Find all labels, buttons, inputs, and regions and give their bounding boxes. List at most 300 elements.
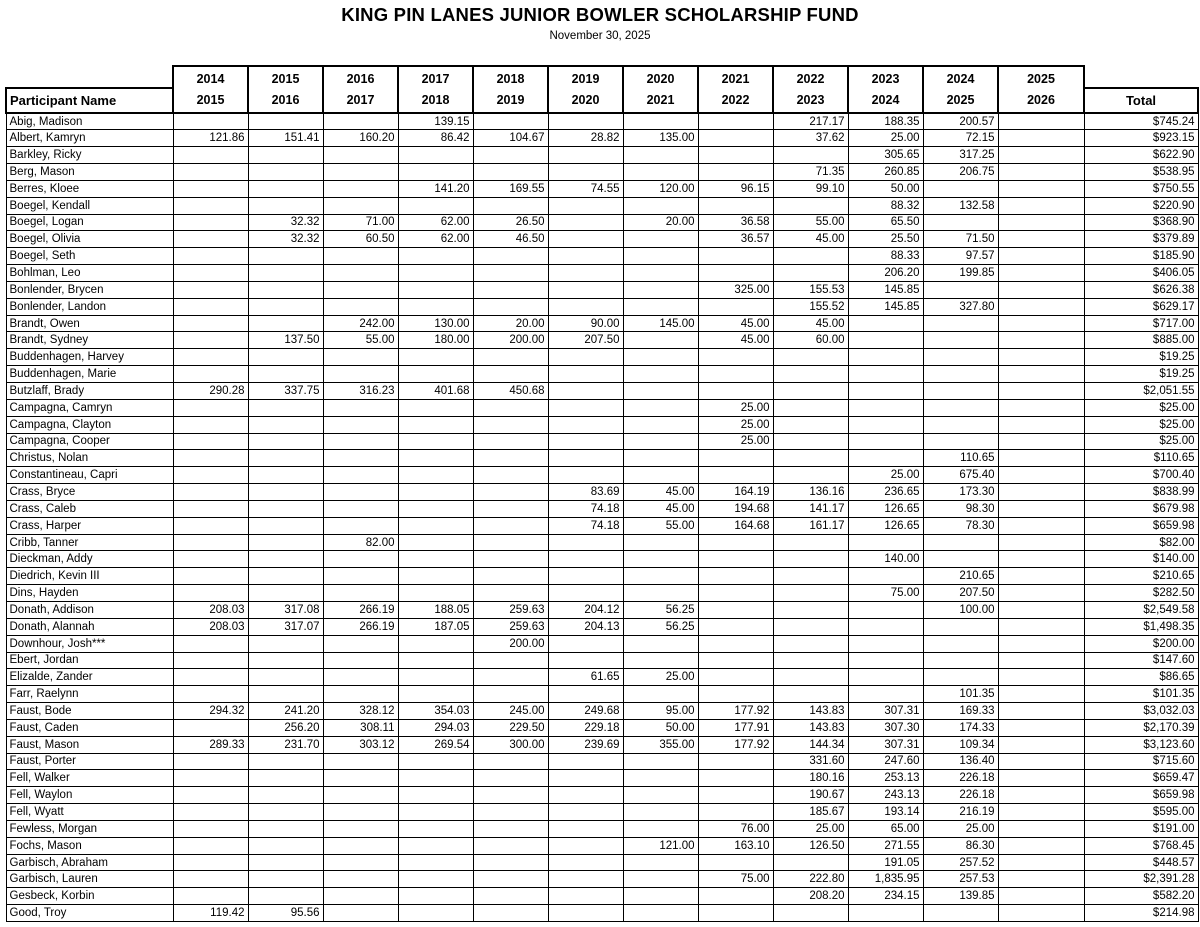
amount-cell	[698, 669, 773, 686]
amount-cell	[173, 770, 248, 787]
amount-cell	[848, 315, 923, 332]
amount-cell	[548, 450, 623, 467]
amount-cell: 126.65	[848, 517, 923, 534]
amount-cell	[623, 467, 698, 484]
amount-cell: 104.67	[473, 130, 548, 147]
total-cell: $448.57	[1084, 854, 1198, 871]
amount-cell	[323, 820, 398, 837]
amount-cell: 325.00	[698, 281, 773, 298]
amount-cell: 256.20	[248, 719, 323, 736]
participant-name-cell: Boegel, Logan	[6, 214, 173, 231]
amount-cell	[473, 770, 548, 787]
amount-cell: 25.00	[923, 820, 998, 837]
amount-cell: 239.69	[548, 736, 623, 753]
amount-cell	[548, 568, 623, 585]
participant-name-cell: Berres, Kloee	[6, 180, 173, 197]
table-row	[6, 130, 1198, 147]
amount-cell: 74.18	[548, 517, 623, 534]
amount-cell	[623, 366, 698, 383]
amount-cell	[323, 484, 398, 501]
year-header-cell	[998, 66, 1084, 113]
table-row	[6, 180, 1198, 197]
amount-cell: 155.53	[773, 281, 848, 298]
table-row	[6, 450, 1198, 467]
amount-cell	[398, 635, 473, 652]
amount-cell	[848, 618, 923, 635]
amount-cell	[248, 871, 323, 888]
table-row	[6, 147, 1198, 164]
amount-cell	[773, 265, 848, 282]
amount-cell	[548, 298, 623, 315]
amount-cell	[698, 164, 773, 181]
amount-cell: 163.10	[698, 837, 773, 854]
amount-cell: 308.11	[323, 719, 398, 736]
year-bottom-label: 2019	[496, 92, 525, 107]
amount-cell	[473, 298, 548, 315]
amount-cell	[623, 265, 698, 282]
amount-cell	[998, 686, 1084, 703]
amount-cell: 317.08	[248, 601, 323, 618]
amount-cell: 180.00	[398, 332, 473, 349]
amount-cell	[548, 871, 623, 888]
amount-cell	[323, 804, 398, 821]
amount-cell	[473, 147, 548, 164]
amount-cell: 71.50	[923, 231, 998, 248]
amount-cell	[173, 669, 248, 686]
table-row	[6, 686, 1198, 703]
amount-cell: 45.00	[698, 315, 773, 332]
amount-cell: 45.00	[698, 332, 773, 349]
amount-cell: 354.03	[398, 703, 473, 720]
total-cell: $838.99	[1084, 484, 1198, 501]
amount-cell	[623, 804, 698, 821]
amount-cell	[398, 298, 473, 315]
amount-cell: 136.16	[773, 484, 848, 501]
amount-cell	[848, 635, 923, 652]
amount-cell	[998, 804, 1084, 821]
total-cell: $200.00	[1084, 635, 1198, 652]
amount-cell: 121.86	[173, 130, 248, 147]
amount-cell	[473, 888, 548, 905]
amount-cell	[473, 248, 548, 265]
amount-cell	[473, 281, 548, 298]
table-row	[6, 214, 1198, 231]
amount-cell: 177.91	[698, 719, 773, 736]
total-cell: $25.00	[1084, 399, 1198, 416]
total-cell: $750.55	[1084, 180, 1198, 197]
year-top-label: 2025	[1027, 71, 1055, 86]
table-row	[6, 484, 1198, 501]
amount-cell	[548, 753, 623, 770]
amount-cell	[698, 349, 773, 366]
amount-cell: 290.28	[173, 383, 248, 400]
amount-cell: 25.50	[848, 231, 923, 248]
amount-cell: 266.19	[323, 601, 398, 618]
amount-cell	[173, 686, 248, 703]
table-row	[6, 298, 1198, 315]
amount-cell	[248, 433, 323, 450]
total-cell: $220.90	[1084, 197, 1198, 214]
amount-cell	[923, 315, 998, 332]
amount-cell	[773, 366, 848, 383]
amount-cell	[248, 113, 323, 130]
amount-cell: 121.00	[623, 837, 698, 854]
amount-cell: 206.75	[923, 164, 998, 181]
total-cell: $538.95	[1084, 164, 1198, 181]
total-cell: $629.17	[1084, 298, 1198, 315]
amount-cell	[998, 130, 1084, 147]
year-header-cell	[698, 66, 773, 113]
year-header-cell	[773, 66, 848, 113]
amount-cell: 76.00	[698, 820, 773, 837]
total-cell: $717.00	[1084, 315, 1198, 332]
amount-cell: 61.65	[548, 669, 623, 686]
amount-cell	[548, 164, 623, 181]
amount-cell: 65.00	[848, 820, 923, 837]
amount-cell	[998, 450, 1084, 467]
amount-cell	[248, 804, 323, 821]
amount-cell: 60.50	[323, 231, 398, 248]
total-cell: $2,391.28	[1084, 871, 1198, 888]
participant-name-cell: Dieckman, Addy	[6, 551, 173, 568]
total-cell: $715.60	[1084, 753, 1198, 770]
amount-cell	[548, 551, 623, 568]
amount-cell: 144.34	[773, 736, 848, 753]
amount-cell	[323, 281, 398, 298]
amount-cell	[323, 669, 398, 686]
amount-cell: 307.31	[848, 736, 923, 753]
amount-cell	[173, 332, 248, 349]
amount-cell: 257.52	[923, 854, 998, 871]
amount-cell	[773, 467, 848, 484]
amount-cell	[998, 383, 1084, 400]
amount-cell: 45.00	[773, 315, 848, 332]
amount-cell	[773, 686, 848, 703]
amount-cell: 25.00	[773, 820, 848, 837]
amount-cell: 190.67	[773, 787, 848, 804]
amount-cell	[623, 787, 698, 804]
amount-cell	[473, 905, 548, 922]
amount-cell	[248, 500, 323, 517]
amount-cell	[248, 669, 323, 686]
amount-cell	[398, 164, 473, 181]
amount-cell	[173, 450, 248, 467]
amount-cell	[623, 635, 698, 652]
amount-cell	[998, 500, 1084, 517]
table-row	[6, 248, 1198, 265]
year-top-label: 2019	[571, 71, 600, 86]
amount-cell: 86.42	[398, 130, 473, 147]
table-row	[6, 905, 1198, 922]
amount-cell: 65.50	[848, 214, 923, 231]
amount-cell: 75.00	[698, 871, 773, 888]
amount-cell: 245.00	[473, 703, 548, 720]
amount-cell: 90.00	[548, 315, 623, 332]
amount-cell	[773, 433, 848, 450]
amount-cell: 187.05	[398, 618, 473, 635]
participant-name-cell: Campagna, Camryn	[6, 399, 173, 416]
amount-cell	[323, 500, 398, 517]
amount-cell	[998, 399, 1084, 416]
year-top-label: 2020	[646, 71, 675, 86]
amount-cell	[998, 332, 1084, 349]
amount-cell	[473, 113, 548, 130]
amount-cell	[398, 197, 473, 214]
amount-cell	[773, 635, 848, 652]
amount-cell	[173, 298, 248, 315]
amount-cell	[173, 820, 248, 837]
amount-cell: 32.32	[248, 214, 323, 231]
total-cell: $3,123.60	[1084, 736, 1198, 753]
total-cell: $3,032.03	[1084, 703, 1198, 720]
table-row	[6, 517, 1198, 534]
year-top-label: 2023	[871, 71, 900, 86]
amount-cell	[623, 551, 698, 568]
amount-cell	[623, 433, 698, 450]
participant-name-cell: Crass, Harper	[6, 517, 173, 534]
participant-name-cell: Boegel, Olivia	[6, 231, 173, 248]
participant-name-cell: Crass, Bryce	[6, 484, 173, 501]
amount-cell	[623, 753, 698, 770]
amount-cell: 75.00	[848, 585, 923, 602]
amount-cell	[248, 197, 323, 214]
table-row	[6, 820, 1198, 837]
table-row	[6, 197, 1198, 214]
amount-cell: 226.18	[923, 787, 998, 804]
amount-cell	[548, 214, 623, 231]
amount-cell: 62.00	[398, 214, 473, 231]
amount-cell: 74.18	[548, 500, 623, 517]
table-row	[6, 383, 1198, 400]
year-header-cell	[923, 66, 998, 113]
amount-cell	[548, 197, 623, 214]
amount-cell	[848, 332, 923, 349]
amount-cell	[473, 349, 548, 366]
participant-name-cell: Downhour, Josh***	[6, 635, 173, 652]
amount-cell	[773, 349, 848, 366]
amount-cell	[473, 534, 548, 551]
amount-cell	[548, 787, 623, 804]
year-bottom-label: 2024	[871, 92, 900, 107]
amount-cell	[698, 450, 773, 467]
total-cell: $659.98	[1084, 517, 1198, 534]
amount-cell	[323, 467, 398, 484]
amount-cell	[398, 281, 473, 298]
amount-cell: 141.17	[773, 500, 848, 517]
amount-cell	[323, 180, 398, 197]
participant-name-cell: Dins, Hayden	[6, 585, 173, 602]
amount-cell	[173, 147, 248, 164]
amount-cell: 194.68	[698, 500, 773, 517]
participant-name-cell: Ebert, Jordan	[6, 652, 173, 669]
amount-cell	[998, 635, 1084, 652]
amount-cell	[323, 568, 398, 585]
participant-name-cell: Faust, Porter	[6, 753, 173, 770]
amount-cell: 257.53	[923, 871, 998, 888]
amount-cell	[773, 399, 848, 416]
participant-name-cell: Brandt, Sydney	[6, 332, 173, 349]
amount-cell: 145.00	[623, 315, 698, 332]
amount-cell	[848, 652, 923, 669]
amount-cell: 25.00	[848, 467, 923, 484]
total-cell: $595.00	[1084, 804, 1198, 821]
amount-cell	[398, 820, 473, 837]
table-row	[6, 888, 1198, 905]
amount-cell	[248, 450, 323, 467]
amount-cell: 119.42	[173, 905, 248, 922]
amount-cell	[923, 214, 998, 231]
total-cell: $659.98	[1084, 787, 1198, 804]
amount-cell	[398, 248, 473, 265]
table-row	[6, 618, 1198, 635]
amount-cell: 216.19	[923, 804, 998, 821]
amount-cell	[923, 669, 998, 686]
table-row	[6, 703, 1198, 720]
amount-cell: 71.00	[323, 214, 398, 231]
year-header-cell	[398, 66, 473, 113]
participant-name-cell: Elizalde, Zander	[6, 669, 173, 686]
amount-cell	[173, 180, 248, 197]
amount-cell	[173, 484, 248, 501]
amount-cell	[998, 703, 1084, 720]
amount-cell: 25.00	[698, 416, 773, 433]
amount-cell	[623, 820, 698, 837]
amount-cell	[698, 197, 773, 214]
amount-cell	[998, 551, 1084, 568]
participant-name-cell: Campagna, Clayton	[6, 416, 173, 433]
amount-cell	[173, 113, 248, 130]
amount-cell: 217.17	[773, 113, 848, 130]
amount-cell: 327.80	[923, 298, 998, 315]
amount-cell	[698, 635, 773, 652]
amount-cell	[248, 585, 323, 602]
amount-cell: 130.00	[398, 315, 473, 332]
table-row	[6, 433, 1198, 450]
amount-cell: 137.50	[248, 332, 323, 349]
amount-cell	[773, 248, 848, 265]
amount-cell	[548, 231, 623, 248]
year-bottom-label: 2020	[571, 92, 600, 107]
amount-cell	[398, 568, 473, 585]
amount-cell	[248, 265, 323, 282]
total-cell: $210.65	[1084, 568, 1198, 585]
amount-cell	[698, 248, 773, 265]
amount-cell: 316.23	[323, 383, 398, 400]
year-bottom-label: 2017	[346, 92, 375, 107]
participant-name-cell: Constantineau, Capri	[6, 467, 173, 484]
participant-name-cell: Fell, Waylon	[6, 787, 173, 804]
amount-cell: 50.00	[623, 719, 698, 736]
amount-cell	[173, 517, 248, 534]
amount-cell	[398, 753, 473, 770]
year-bottom-label: 2023	[796, 92, 825, 107]
amount-cell	[548, 113, 623, 130]
year-bottom-label: 2015	[196, 92, 225, 107]
amount-cell	[398, 416, 473, 433]
table-row	[6, 265, 1198, 282]
amount-cell	[173, 281, 248, 298]
amount-cell	[548, 686, 623, 703]
amount-cell: 355.00	[623, 736, 698, 753]
amount-cell	[323, 871, 398, 888]
amount-cell	[398, 366, 473, 383]
amount-cell: 72.15	[923, 130, 998, 147]
participant-name-cell: Crass, Caleb	[6, 500, 173, 517]
amount-cell	[548, 770, 623, 787]
amount-cell	[623, 281, 698, 298]
amount-cell	[998, 585, 1084, 602]
amount-cell	[623, 585, 698, 602]
amount-cell	[773, 197, 848, 214]
amount-cell	[173, 231, 248, 248]
amount-cell	[323, 585, 398, 602]
amount-cell: 120.00	[623, 180, 698, 197]
amount-cell	[923, 652, 998, 669]
amount-cell: 204.12	[548, 601, 623, 618]
participant-name-cell: Fell, Walker	[6, 770, 173, 787]
table-row	[6, 551, 1198, 568]
total-cell: $147.60	[1084, 652, 1198, 669]
amount-cell: 32.32	[248, 231, 323, 248]
amount-cell	[998, 568, 1084, 585]
total-cell: $25.00	[1084, 433, 1198, 450]
amount-cell	[623, 298, 698, 315]
amount-cell	[998, 888, 1084, 905]
amount-cell	[473, 787, 548, 804]
amount-cell	[698, 383, 773, 400]
amount-cell: 82.00	[323, 534, 398, 551]
amount-cell	[548, 265, 623, 282]
amount-cell	[998, 854, 1084, 871]
amount-cell	[473, 467, 548, 484]
amount-cell	[473, 450, 548, 467]
participant-name-cell: Bohlman, Leo	[6, 265, 173, 282]
amount-cell: 86.30	[923, 837, 998, 854]
amount-cell	[398, 585, 473, 602]
amount-cell	[248, 484, 323, 501]
participant-name-cell: Diedrich, Kevin III	[6, 568, 173, 585]
amount-cell	[473, 416, 548, 433]
total-cell: $923.15	[1084, 130, 1198, 147]
amount-cell	[323, 837, 398, 854]
amount-cell	[698, 130, 773, 147]
amount-cell: 151.41	[248, 130, 323, 147]
amount-cell: 231.70	[248, 736, 323, 753]
amount-cell	[248, 298, 323, 315]
amount-cell	[998, 601, 1084, 618]
amount-cell	[623, 888, 698, 905]
total-cell: $582.20	[1084, 888, 1198, 905]
amount-cell	[248, 416, 323, 433]
amount-cell	[173, 568, 248, 585]
amount-cell: 96.15	[698, 180, 773, 197]
amount-cell	[698, 854, 773, 871]
total-cell: $191.00	[1084, 820, 1198, 837]
year-bottom-label: 2026	[1027, 92, 1055, 107]
total-cell: $19.25	[1084, 349, 1198, 366]
table-row	[6, 736, 1198, 753]
participant-name-cell: Faust, Caden	[6, 719, 173, 736]
amount-cell	[323, 753, 398, 770]
amount-cell	[398, 804, 473, 821]
amount-cell	[323, 298, 398, 315]
amount-cell: 110.65	[923, 450, 998, 467]
amount-cell	[173, 500, 248, 517]
amount-cell	[548, 652, 623, 669]
amount-cell	[248, 349, 323, 366]
table-row	[6, 366, 1198, 383]
table-row	[6, 534, 1198, 551]
